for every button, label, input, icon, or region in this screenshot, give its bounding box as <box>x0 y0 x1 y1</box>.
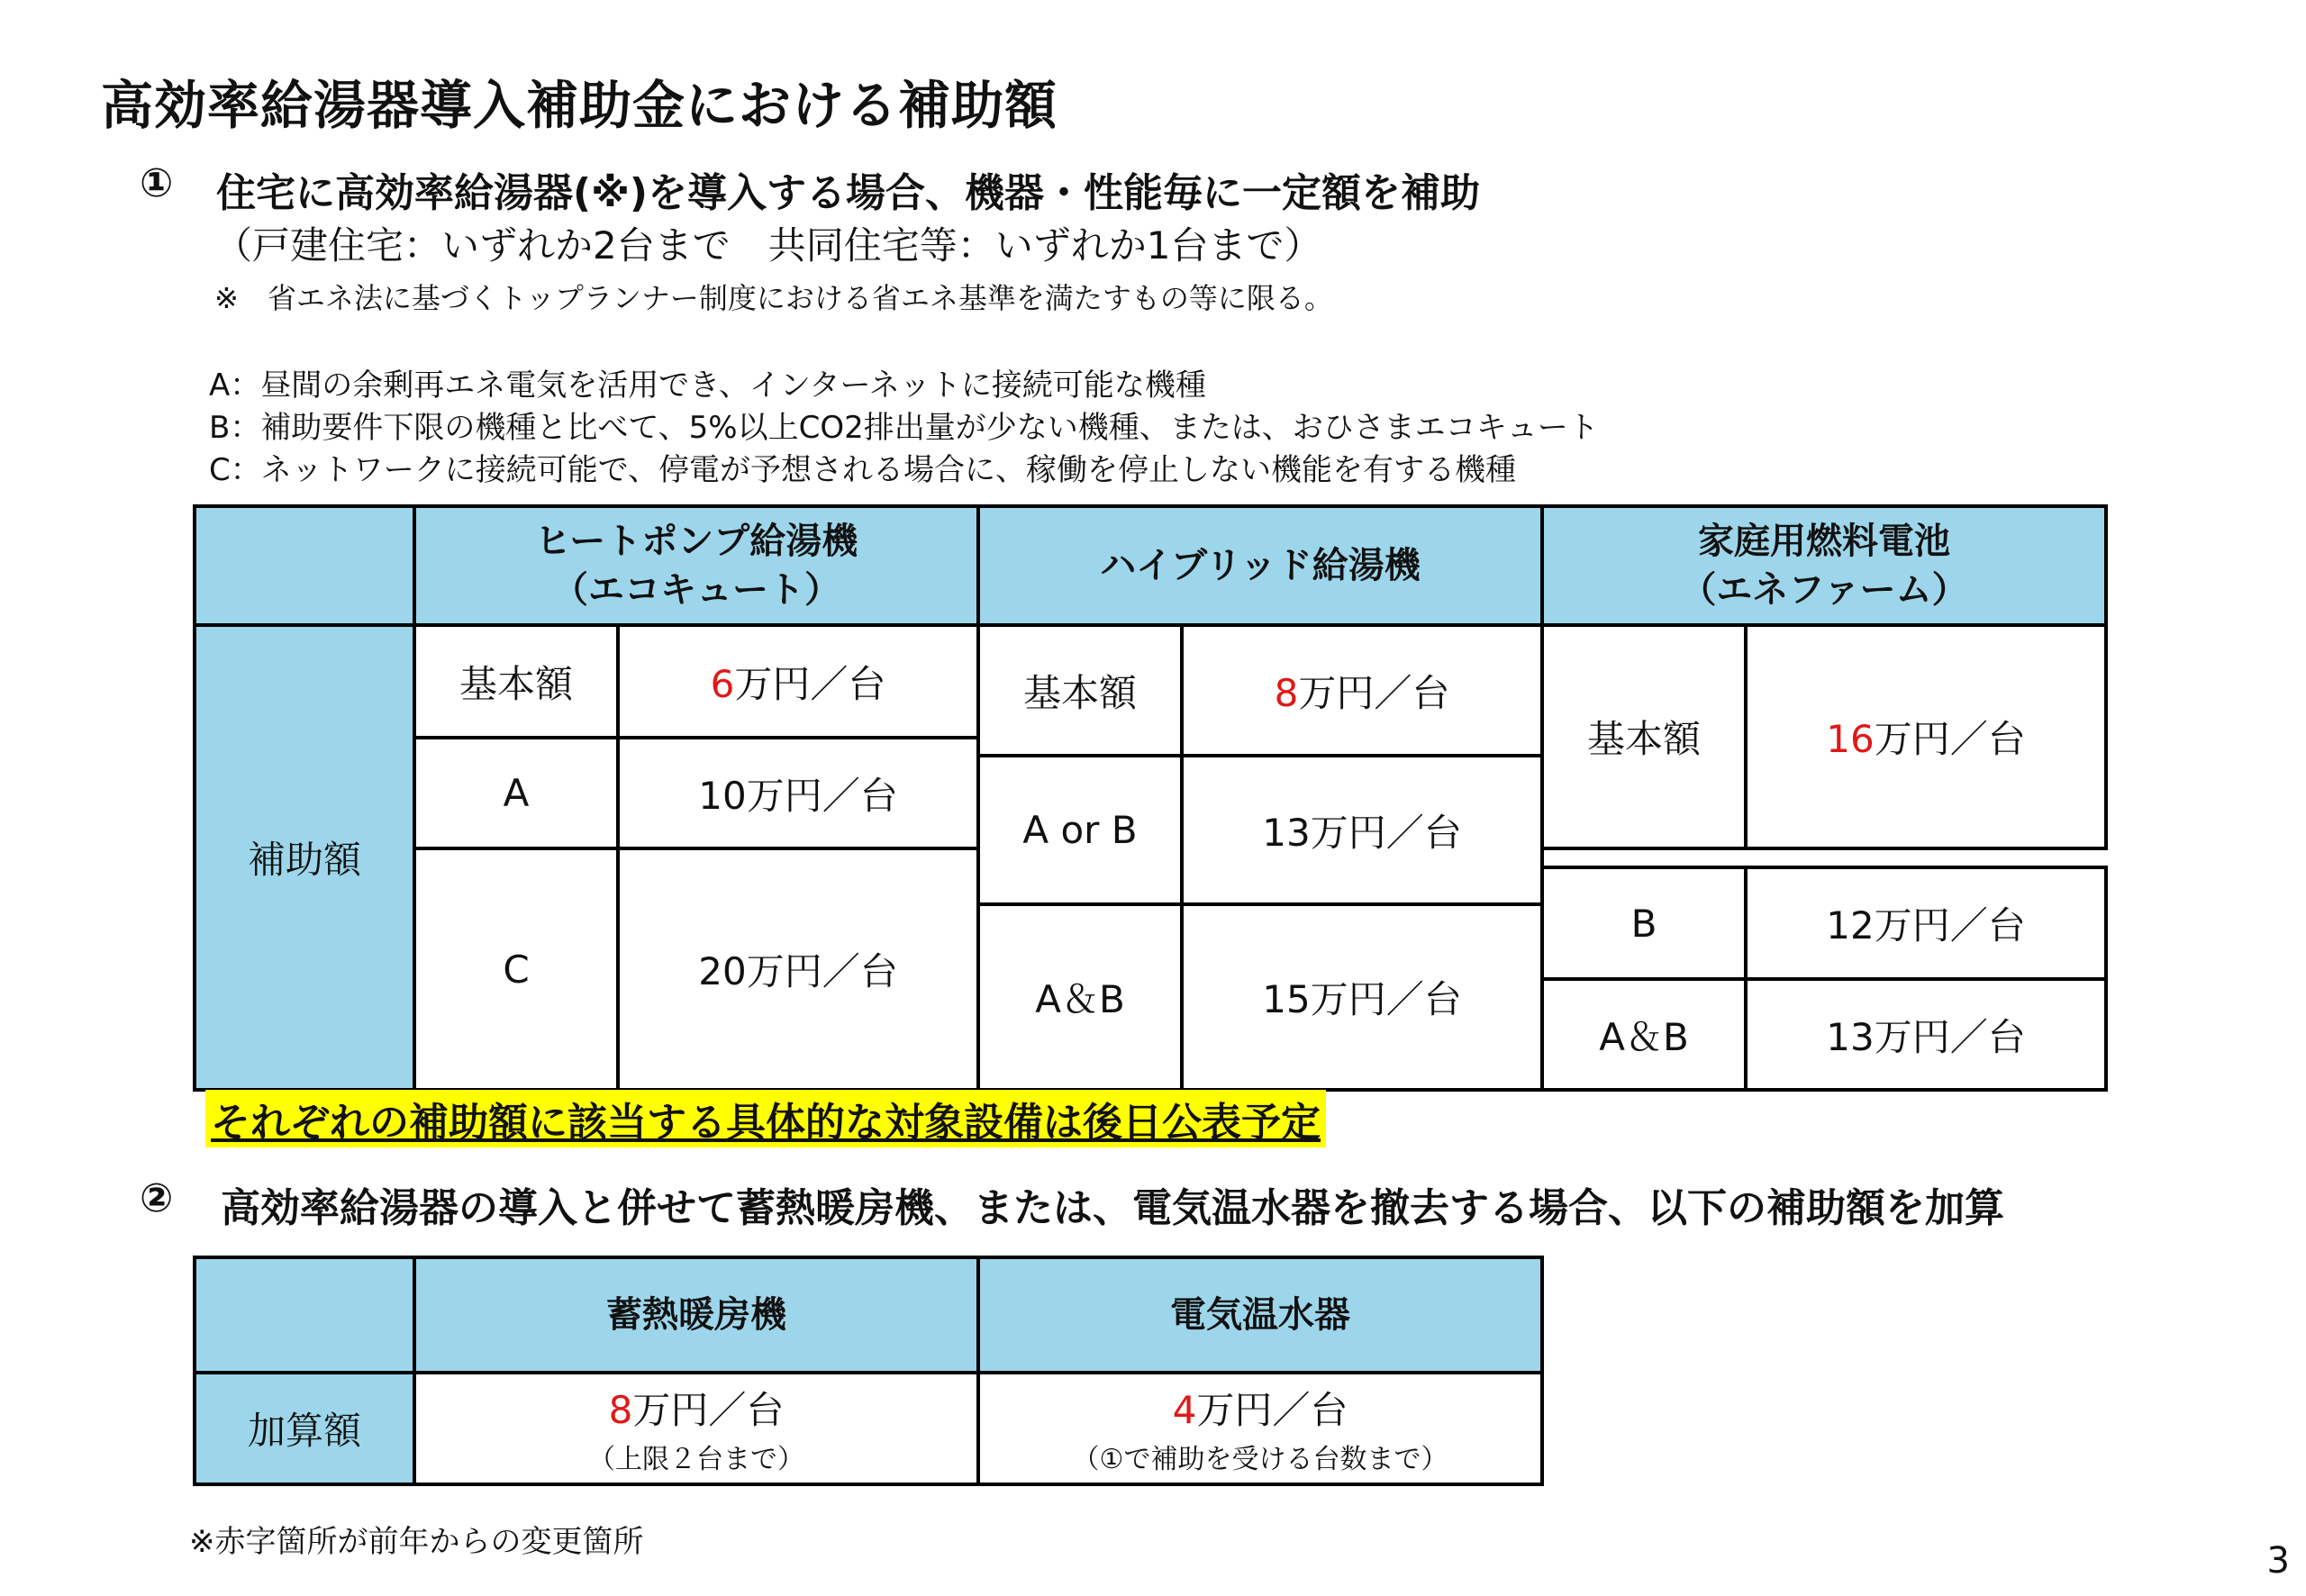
hybrid-value-a-and-b: 15万円／台 <box>1182 904 1542 1090</box>
heatpump-label-a-and-b: A＆B <box>1542 979 1746 1090</box>
highlight-note: それぞれの補助額に該当する具体的な対象設備は後日公表予定 <box>205 1090 1326 1147</box>
heatpump-basic-unit: 万円／台 <box>734 661 886 706</box>
heatpump-basic-num: 6 <box>710 661 735 706</box>
heatpump-value-b: 12万円／台 <box>1746 867 2106 979</box>
fuelcell-label-c: C <box>414 848 618 1090</box>
page-number: 3 <box>2266 1540 2290 1582</box>
storage-heater-value <box>414 1373 978 1484</box>
section2-number: ② <box>140 1175 174 1221</box>
storage-heater-note: （上限２台まで） <box>588 1444 804 1475</box>
water-heater-unit: 万円／台 <box>1196 1388 1348 1432</box>
criterion-c: C：ネットワークに接続可能で、停電が予想される場合に、稼働を停止しない機能を有する機種 <box>209 452 1517 488</box>
row-label-additional: 加算額 <box>195 1373 414 1484</box>
section1-note: ※ 省エネ法に基づくトップランナー制度における省エネ基準を満たすもの等に限る。 <box>214 281 1333 315</box>
corner-header-2 <box>195 1257 414 1373</box>
header-fuelcell-name: 家庭用燃料電池 <box>1698 521 1950 562</box>
row-label-subsidy: 補助額 <box>195 625 414 1090</box>
hybrid-label-a-and-b: A＆B <box>978 904 1182 1090</box>
fuelcell-value-basic <box>1746 625 2106 848</box>
header-heatpump-alias: （エコキュート） <box>552 569 840 611</box>
section1-heading: 住宅に高効率給湯器(※)を導入する場合、機器・性能毎に一定額を補助 <box>216 170 1480 216</box>
header-hybrid: ハイブリッド給湯機 <box>978 506 1542 625</box>
hybrid-basic-num: 8 <box>1274 670 1299 715</box>
header-heatpump-name: ヒートポンプ給湯機 <box>534 521 858 562</box>
section1-number: ① <box>140 160 174 206</box>
fuelcell-label-basic: 基本額 <box>1542 625 1746 848</box>
header-fuelcell <box>1542 506 2106 625</box>
section1-subheading: （戸建住宅：いずれか2台まで 共同住宅等：いずれか1台まで） <box>214 223 1322 268</box>
heatpump-label-a: A <box>414 738 618 848</box>
criterion-a: A：昼間の余剰再エネ電気を活用でき、インターネットに接続可能な機種 <box>209 367 1206 404</box>
heatpump-value-a: 10万円／台 <box>618 738 978 848</box>
subsidy-table <box>193 504 2108 1092</box>
heatpump-label-b: B <box>1542 867 1746 979</box>
heatpump-value-a-and-b: 13万円／台 <box>1746 979 2106 1090</box>
page-title: 高効率給湯器導入補助金における補助額 <box>101 75 1058 136</box>
water-heater-note: （①で補助を受ける台数まで） <box>1072 1444 1448 1475</box>
additional-subsidy-table <box>193 1256 1544 1486</box>
header-water-heater: 電気温水器 <box>978 1257 1542 1373</box>
header-heatpump <box>414 506 978 625</box>
header-storage-heater: 蓄熱暖房機 <box>414 1257 978 1373</box>
storage-heater-unit: 万円／台 <box>632 1388 785 1432</box>
hybrid-label-a-or-b: A or B <box>978 756 1182 904</box>
water-heater-value <box>978 1373 1542 1484</box>
fuelcell-basic-num: 16 <box>1826 717 1875 761</box>
fuelcell-basic-unit: 万円／台 <box>1874 717 2026 761</box>
hybrid-value-basic <box>1182 625 1542 756</box>
header-fuelcell-alias: （エネファーム） <box>1680 569 1968 611</box>
corner-header <box>195 506 414 625</box>
section2-heading: 高効率給湯器の導入と併せて蓄熱暖房機、または、電気温水器を撤去する場合、以下の補助額を加算 <box>221 1185 2004 1231</box>
hybrid-label-basic: 基本額 <box>978 625 1182 756</box>
storage-heater-num: 8 <box>608 1388 633 1432</box>
heatpump-value-basic <box>618 625 978 738</box>
hybrid-basic-unit: 万円／台 <box>1298 670 1450 715</box>
criterion-b: B：補助要件下限の機種と比べて、5%以上CO2排出量が少ない機種、または、おひさまエコキュート <box>209 410 1599 446</box>
water-heater-num: 4 <box>1172 1388 1197 1432</box>
footnote: ※赤字箇所が前年からの変更箇所 <box>189 1524 644 1560</box>
fuelcell-value-c: 20万円／台 <box>618 848 978 1090</box>
heatpump-label-basic: 基本額 <box>414 625 618 738</box>
hybrid-value-a-or-b: 13万円／台 <box>1182 756 1542 904</box>
